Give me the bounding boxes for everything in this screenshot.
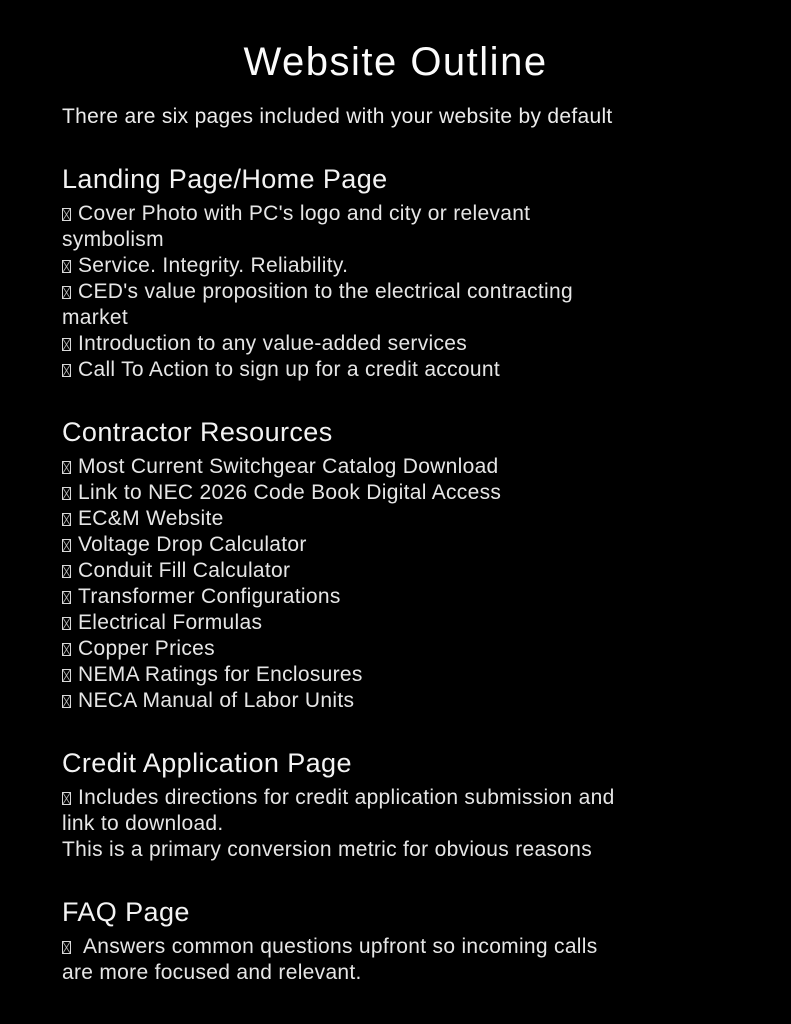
list-line xyxy=(62,662,729,688)
list-line xyxy=(62,331,729,357)
list-line-text: Most Current Switchgear Catalog Download xyxy=(78,455,499,478)
list-line-text: link to download. xyxy=(62,812,224,835)
list-line-text: Cover Photo with PC's logo and city or relevant xyxy=(78,202,531,225)
missing-glyph-bullet-icon xyxy=(62,208,71,221)
list-line xyxy=(62,688,729,714)
list-line-text: Answers common questions upfront so incoming calls xyxy=(78,935,598,958)
list-line-text: This is a primary conversion metric for obvious reasons xyxy=(62,838,593,861)
section-heading-contractor-resources: Contractor Resources xyxy=(62,417,333,447)
list-line xyxy=(62,454,729,480)
list-line-continuation xyxy=(62,305,729,331)
list-line xyxy=(62,785,729,811)
section-heading-landing-page: Landing Page/Home Page xyxy=(62,164,388,194)
section-faq-page xyxy=(62,895,729,986)
list-line-text: Copper Prices xyxy=(78,637,215,660)
list-line-text: NEMA Ratings for Enclosures xyxy=(78,663,363,686)
list-line-continuation xyxy=(62,960,729,986)
list-line-text: Introduction to any value-added services xyxy=(78,332,468,355)
list-line-text: Link to NEC 2026 Code Book Digital Access xyxy=(78,481,502,504)
list-line-text: EC&M Website xyxy=(78,507,224,530)
list-line xyxy=(62,636,729,662)
page-title: Website Outline xyxy=(243,40,548,84)
list-line-text: Electrical Formulas xyxy=(78,611,263,634)
page-subtitle: There are six pages included with your website by default xyxy=(62,105,613,128)
missing-glyph-bullet-icon xyxy=(62,591,71,604)
list-line xyxy=(62,934,729,960)
section-contractor-resources xyxy=(62,415,729,714)
missing-glyph-bullet-icon xyxy=(62,286,71,299)
missing-glyph-bullet-icon xyxy=(62,669,71,682)
section-credit-application-page xyxy=(62,746,729,863)
section-heading-faq-page: FAQ Page xyxy=(62,897,190,927)
missing-glyph-bullet-icon xyxy=(62,539,71,552)
list-line-continuation xyxy=(62,227,729,253)
missing-glyph-bullet-icon xyxy=(62,941,71,954)
list-line-text: NECA Manual of Labor Units xyxy=(78,689,355,712)
list-line-text: Transformer Configurations xyxy=(78,585,341,608)
list-line-plain xyxy=(62,837,729,863)
missing-glyph-bullet-icon xyxy=(62,364,71,377)
missing-glyph-bullet-icon xyxy=(62,513,71,526)
list-line xyxy=(62,279,729,305)
list-line-text: CED's value proposition to the electrical contracting xyxy=(78,280,573,303)
list-line-text: Call To Action to sign up for a credit account xyxy=(78,358,500,381)
section-landing-page xyxy=(62,162,729,383)
missing-glyph-bullet-icon xyxy=(62,695,71,708)
missing-glyph-bullet-icon xyxy=(62,461,71,474)
list-line-text: market xyxy=(62,306,128,329)
list-line-text: Service. Integrity. Reliability. xyxy=(78,254,349,277)
list-line xyxy=(62,558,729,584)
list-line xyxy=(62,480,729,506)
missing-glyph-bullet-icon xyxy=(62,643,71,656)
list-line-text: Voltage Drop Calculator xyxy=(78,533,307,556)
list-line-text: Conduit Fill Calculator xyxy=(78,559,291,582)
list-line-text: symbolism xyxy=(62,228,164,251)
list-line xyxy=(62,610,729,636)
list-line-text: Includes directions for credit application submission and xyxy=(78,786,615,809)
list-line xyxy=(62,506,729,532)
list-line-text: are more focused and relevant. xyxy=(62,961,362,984)
list-line xyxy=(62,357,729,383)
list-line-continuation xyxy=(62,811,729,837)
missing-glyph-bullet-icon xyxy=(62,260,71,273)
list-line xyxy=(62,532,729,558)
list-line xyxy=(62,253,729,279)
list-line xyxy=(62,201,729,227)
missing-glyph-bullet-icon xyxy=(62,338,71,351)
section-heading-credit-application-page: Credit Application Page xyxy=(62,748,352,778)
missing-glyph-bullet-icon xyxy=(62,792,71,805)
missing-glyph-bullet-icon xyxy=(62,617,71,630)
missing-glyph-bullet-icon xyxy=(62,487,71,500)
list-line xyxy=(62,584,729,610)
missing-glyph-bullet-icon xyxy=(62,565,71,578)
